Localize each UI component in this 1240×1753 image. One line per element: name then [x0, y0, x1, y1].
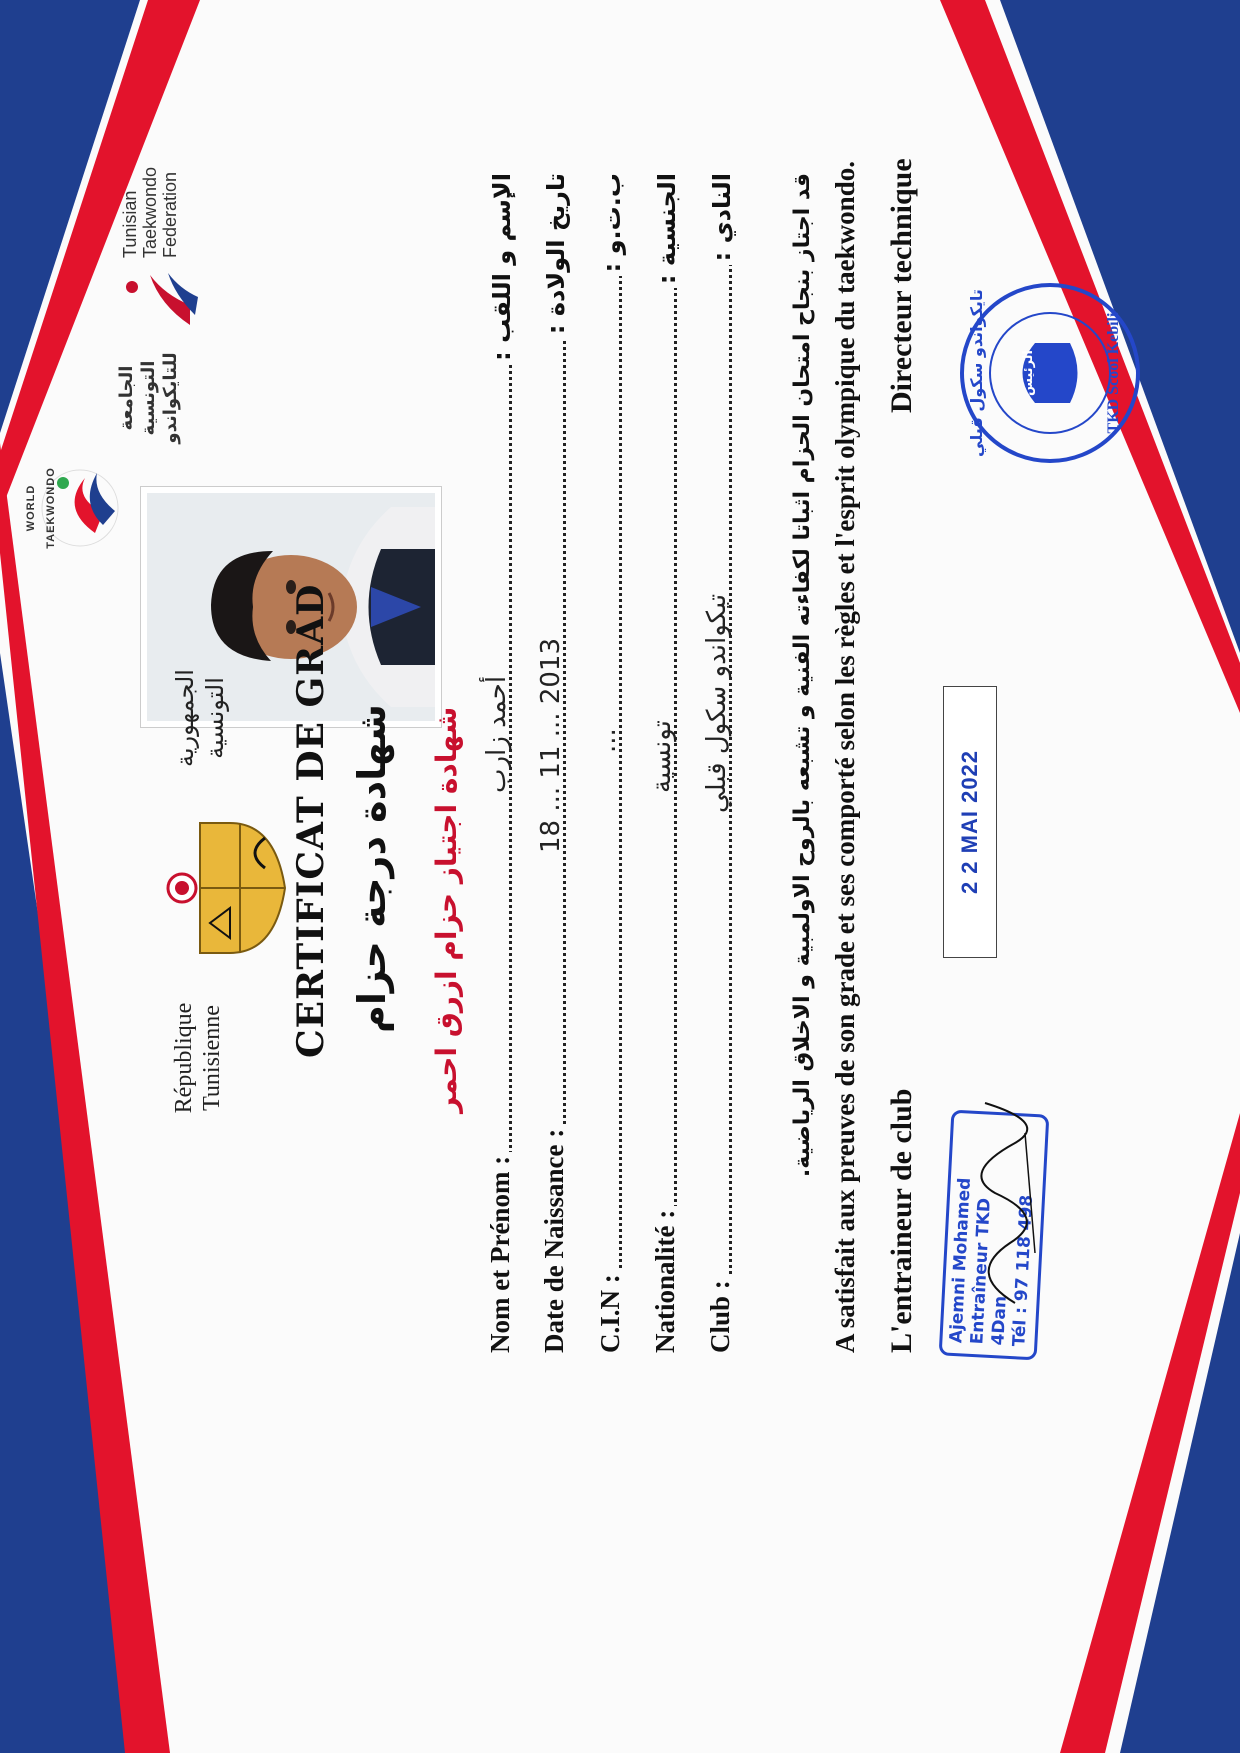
director-label: Directeur technique	[885, 158, 918, 413]
field-value: 18 ... 11 ... 2013	[536, 638, 566, 853]
federation-en-line1: Tunisian	[120, 190, 140, 258]
statement-arabic: قد اجتاز بنجاح امتحان الحزام اثباتا لكفاءته الفنية و تشبعه بالروح الاولمبية و الاخلاق الرياضية.	[790, 173, 815, 1178]
coach-stamp-line4: Tél : 97 118 498	[1009, 1194, 1038, 1347]
republic-ar-line2: التونسية	[201, 677, 229, 759]
field-label-ar: الإسم و اللقب :	[488, 173, 516, 365]
field-nationality	[645, 173, 687, 1353]
world-taekwondo-logo	[25, 453, 135, 563]
field-label-fr: Date de Naissance :	[539, 1125, 570, 1353]
republic-fr-line2: Tunisienne	[199, 1005, 225, 1111]
coach-stamp-line2: Entraîneur TKD	[967, 1197, 995, 1345]
field-club	[700, 173, 742, 1353]
field-label-fr: Nom et Prénom :	[485, 1152, 516, 1353]
field-full-name	[480, 173, 522, 1353]
federation-ar-line1: الجامعة	[116, 365, 137, 431]
coach-signature-icon	[955, 1093, 1065, 1313]
federation-en-line2: Taekwondo	[140, 166, 160, 258]
field-value: تيكواندو سكول قبلي	[702, 593, 732, 813]
field-cin	[590, 173, 632, 1353]
certificate-title-fr: CERTIFICAT DE GRAD	[290, 583, 332, 1058]
wt-logo-text: WORLD TAEKWONDO	[25, 467, 57, 549]
republic-fr-line1: République	[171, 1002, 197, 1114]
field-value: ...	[592, 728, 622, 753]
field-label-fr: Nationalité :	[650, 1206, 681, 1353]
federation-en-line3: Federation	[160, 171, 180, 258]
statement-french: A satisfait aux preuves de son grade et ses comporté selon les règles et l'esprit olympique du taekwondo.	[830, 161, 860, 1353]
federation-en	[120, 148, 180, 258]
field-label-ar: تاريخ الولادة :	[542, 173, 570, 338]
field-label-ar: الجنسية :	[653, 173, 681, 288]
field-birth-date	[534, 173, 576, 1353]
coat-of-arms	[160, 813, 290, 963]
field-label-fr: C.I.N :	[595, 1270, 626, 1353]
coat-of-arms-icon	[160, 813, 290, 963]
club-seal	[955, 278, 1145, 468]
field-label-ar: ب.ت.و :	[598, 173, 626, 276]
coach-label: L'entraineur de club	[885, 1088, 918, 1353]
club-seal-english: TKD Scool Kebili	[1105, 312, 1122, 434]
club-seal-arabic: تايكواندو سكول قبلي	[967, 289, 986, 457]
federation-logo	[110, 153, 220, 453]
field-value: تونسية	[647, 720, 677, 793]
coach-stamp-line1: Ajemni Mohamed	[946, 1177, 975, 1344]
date-box	[943, 686, 997, 958]
federation-ar	[116, 343, 182, 453]
federation-kicker-icon	[120, 265, 200, 335]
dotted-line	[619, 173, 622, 1353]
certificate-date: 2 2 MAI 2022	[957, 749, 982, 895]
coach-stamp-line3: 4Dan	[988, 1295, 1011, 1346]
federation-ar-line3: للتايكواندو	[160, 352, 181, 444]
republic-ar-line1: الجمهورية	[171, 669, 199, 767]
federation-ar-line2: التونسية	[138, 360, 159, 436]
republic-fr	[170, 983, 226, 1133]
field-label-fr: Club :	[705, 1276, 736, 1353]
club-seal-center: الرئيس	[1021, 350, 1036, 396]
republic-ar	[170, 643, 230, 793]
field-label-ar: النادي :	[708, 173, 736, 265]
certificate-title-ar: شهادة درجة حزام	[350, 704, 394, 1033]
certificate-subtitle-ar: شهادة اجتياز حزام ازرق احمر	[430, 706, 463, 1113]
field-value: أحمد زارب	[482, 675, 512, 793]
